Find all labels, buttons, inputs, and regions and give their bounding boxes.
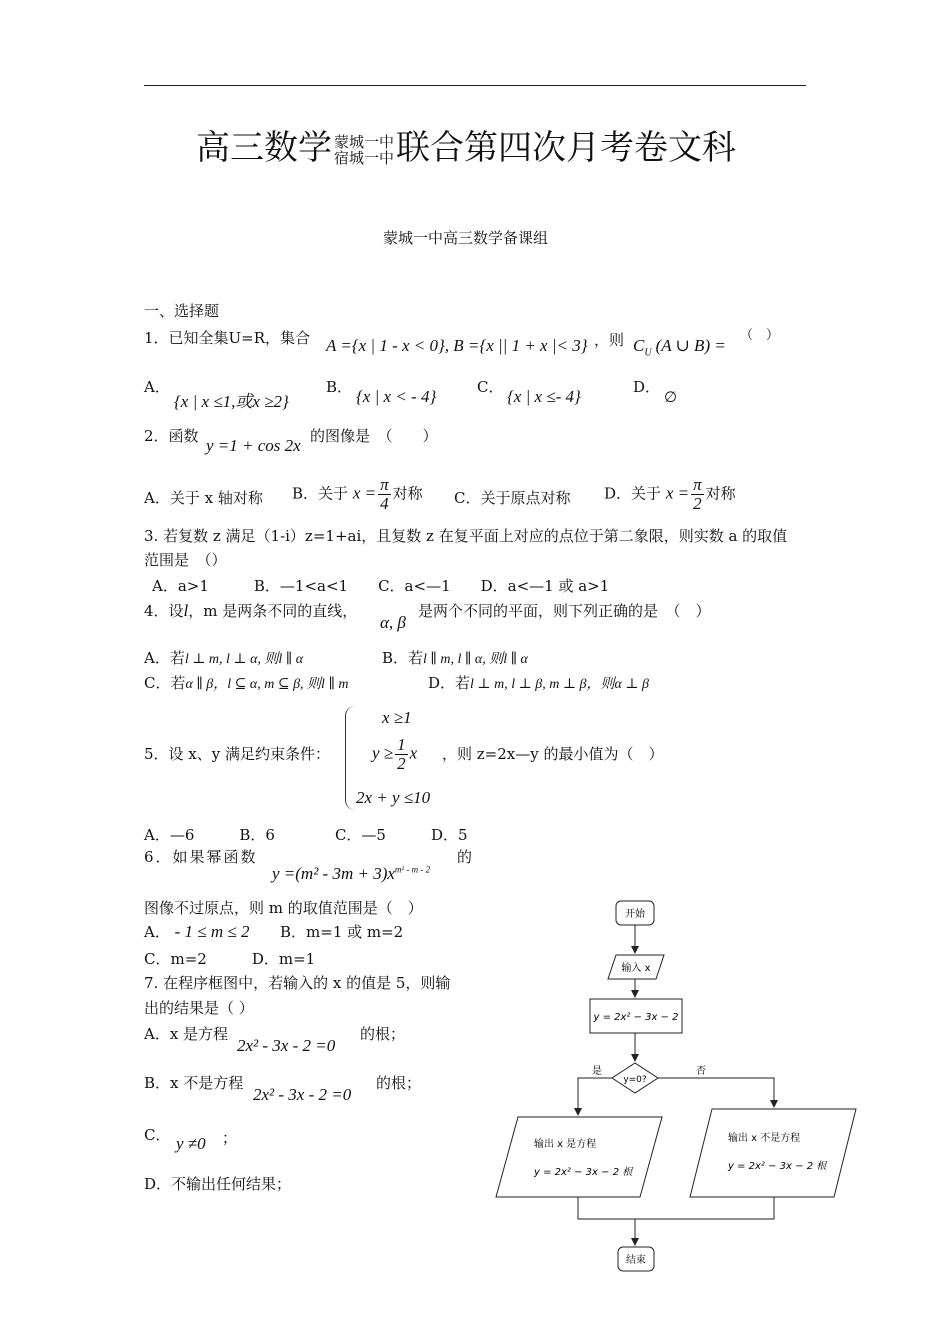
q6-line-2: 图像不过原点，则 m 的取值范围是（ ） <box>144 899 423 917</box>
q1-paren: （ ） <box>740 328 780 343</box>
section-heading: 一、选择题 <box>144 302 220 320</box>
q5-options: A．—6 B．6 C．—5 D．5 <box>144 826 468 844</box>
title-school-bottom: 宿城一中 <box>334 149 395 167</box>
q6-expr: $y =(m^2 - 3m + 3)x^{m^2 - m - 2}$ <box>272 864 431 883</box>
q7-opt-c-label: C． <box>144 1126 171 1144</box>
q2-opt-d: D．关于 x = $\frac{\pi}{2}$ 对称 <box>604 475 736 513</box>
input-label: 输入 x <box>621 963 651 974</box>
q6-opt-a: A． - 1 ≤ m ≤ 2 <box>144 922 250 941</box>
end-label: 结束 <box>626 1255 646 1266</box>
output-yes-line-1: 输出 x 是方程 <box>534 1139 597 1150</box>
q7-opt-b-eq: 2x² - 3x - 2 =0 <box>253 1085 352 1104</box>
q1-opt-c: {x | x ≤- 4} <box>507 387 581 406</box>
q4-planes: α, β <box>380 613 406 632</box>
q4-opt-c: C．若α ∥ β，l ⊆ α, m ⊆ β, 则l ∥ m <box>144 674 349 692</box>
header-rule <box>144 85 806 86</box>
q1-opt-b-label: B． <box>326 378 353 396</box>
assign-label: y = 2x² − 3x − 2 <box>593 1012 679 1023</box>
title-school-top: 蒙城一中 <box>334 133 395 151</box>
q7-line-2: 出的结果是（ ） <box>144 999 254 1017</box>
output-yes-box <box>496 1117 662 1197</box>
q2-opt-c: C．关于原点对称 <box>454 489 571 507</box>
title-part-2: 联合第四次月考卷文科 <box>396 128 737 168</box>
q7-opt-c-tail: ； <box>222 1129 238 1147</box>
q2-stem: 2．函数 <box>144 427 199 445</box>
q5-stem: 5．设 x、y 满足约束条件： <box>144 745 331 763</box>
q7-opt-a-tail: 的根； <box>360 1025 406 1043</box>
q6-tail: 的 <box>457 848 473 866</box>
q7-opt-c-expr: y ≠0 <box>176 1134 206 1153</box>
q2-expr: y =1 + cos 2x <box>206 436 301 455</box>
q5-tail: ，则 z=2x—y 的最小值为（ ） <box>442 745 664 763</box>
q4-stem-tail: 是两个不同的平面，则下列正确的是 （ ） <box>418 602 711 620</box>
empty-set-icon: ∅ <box>664 390 678 406</box>
q7-line-1: 7. 在程序框图中，若输入的 x 的值是 5，则输 <box>144 974 451 992</box>
start-label: 开始 <box>625 909 645 920</box>
q4-opt-d: D．若l ⊥ m, l ⊥ β, m ⊥ β，则α ⊥ β <box>428 674 649 692</box>
q3-options: A．a>1 B．—1<a<1 C．a<—1 D．a<—1 或 a>1 <box>152 577 610 595</box>
no-label: 否 <box>696 1066 706 1077</box>
q7-opt-d: D．不输出任何结果； <box>144 1175 292 1193</box>
q1-opt-c-label: C． <box>477 378 504 396</box>
q7-opt-b-tail: 的根； <box>376 1074 422 1092</box>
q1-opt-a: {x | x ≤1,或x ≥2} <box>174 392 289 411</box>
output-no-box <box>690 1109 856 1197</box>
q1-opt-b: {x | x < - 4} <box>356 387 437 406</box>
q2-opt-a: A．关于 x 轴对称 <box>144 489 263 507</box>
q1-complement: $C_U$ (A ∪ B) = <box>633 336 726 359</box>
yes-label: 是 <box>592 1066 602 1077</box>
output-no-line-2: y = 2x² − 3x − 2 根 <box>728 1161 827 1172</box>
title-school-stack <box>334 134 394 166</box>
q7-opt-a-label: A．x 是方程 <box>144 1025 229 1043</box>
decision-label: y=0? <box>623 1075 647 1085</box>
output-yes-line-2: y = 2x² − 3x − 2 根 <box>534 1167 633 1178</box>
q7-opt-a-eq: 2x² - 3x - 2 =0 <box>237 1036 336 1055</box>
q1-opt-d-label: D． <box>633 378 661 396</box>
title-part-1: 高三数学 <box>196 128 332 168</box>
q4-opt-a: A．若l ⊥ m, l ⊥ α, 则l ∥ α <box>144 649 304 667</box>
q1-stem: 1．已知全集U=R，集合 <box>144 329 311 347</box>
q4-stem: 4．设l，m 是两条不同的直线， <box>144 601 358 620</box>
q7-opt-b-label: B．x 不是方程 <box>144 1074 244 1092</box>
output-no-line-1: 输出 x 不是方程 <box>728 1133 801 1144</box>
q1-then: ，则 <box>594 331 625 349</box>
q5-constraint-1: x ≥1 <box>382 708 412 727</box>
q6-opts-cd: C．m=2 D．m=1 <box>144 950 316 968</box>
q2-opt-b: B．关于 x = $\frac{\pi}{4}$ 对称 <box>292 475 423 513</box>
author-line: 蒙城一中高三数学备课组 <box>383 229 549 247</box>
q3-line-1: 3. 若复数 z 满足（1-i）z=1+ai，且复数 z 在复平面上对应的点位于第二象限，则实数 a 的取值 <box>144 527 788 545</box>
q6-stem: 6．如果幂函数 <box>144 848 258 866</box>
q5-constraint-2: y ≥ $\frac{1}{2}$ x <box>372 735 418 773</box>
program-flowchart <box>490 895 870 1275</box>
q2-tail: 的图像是 （ ） <box>310 427 438 445</box>
q5-constraint-3: 2x + y ≤10 <box>356 788 431 807</box>
page-title <box>196 128 736 168</box>
q6-opt-b: B．m=1 或 m=2 <box>280 923 404 941</box>
q1-opt-a-label: A． <box>144 378 170 396</box>
q1-sets: A ={x | 1 - x < 0}, B ={x || 1 + x |< 3} <box>326 336 588 355</box>
q3-line-2: 范围是 （） <box>144 551 227 569</box>
q4-opt-b: B．若l ∥ m, l ∥ α, 则l ∥ α <box>382 649 528 667</box>
